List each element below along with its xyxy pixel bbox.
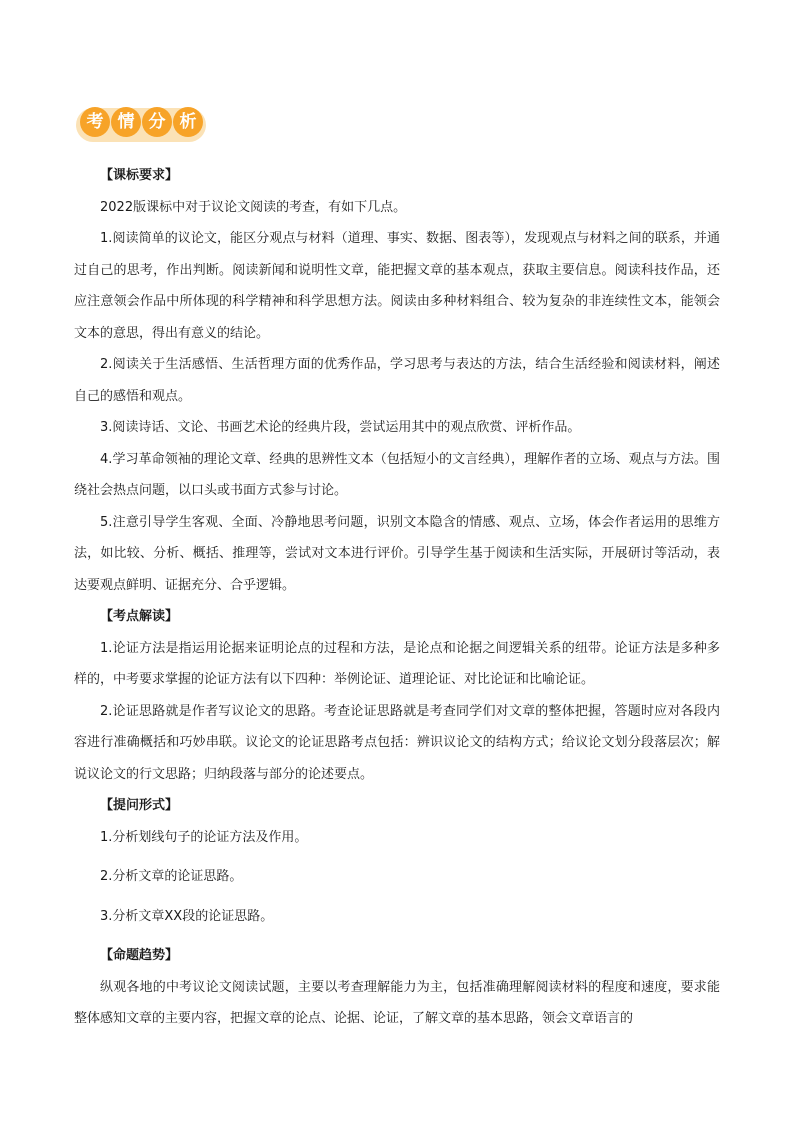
tiwen-item: 3.分析文章XX段的论证思路。: [100, 908, 274, 924]
tiwen-item: 1.分析划线句子的论证方法及作用。: [100, 829, 308, 845]
badge-char: 分: [142, 107, 172, 137]
document-body: [74, 160, 720, 1035]
heading-mingti: 【命题趋势】: [100, 948, 179, 963]
badge-circles: [80, 107, 203, 137]
badge-char: 析: [173, 107, 203, 137]
mingti-text: 纵观各地的中考议论文阅读试题，主要以考查理解能力为主，包括准确理解阅读材料的程度和速度，要求能整体感知文章的主要内容，把握文章的论点、论据、论证，了解文章的基本思路，领会文章语言的: [74, 979, 720, 1026]
kebiao-intro: 2022版课标中对于议论文阅读的考查，有如下几点。: [100, 199, 407, 215]
heading-kaodian: 【考点解读】: [100, 609, 179, 624]
kebiao-item: 5.注意引导学生客观、全面、冷静地思考问题，识别文本隐含的情感、观点、立场，体会作者运用的思维方法，如比较、分析、概括、推理等，尝试对文本进行评价。引导学生基于阅读和生活实际，开展研讨等活动，表达要观点鲜明、证据充分、合乎逻辑。: [74, 514, 720, 593]
section-badge: [76, 104, 206, 144]
heading-kebiao: 【课标要求】: [100, 168, 179, 183]
badge-char: 考: [80, 107, 110, 137]
tiwen-item: 2.分析文章的论证思路。: [100, 869, 243, 884]
kebiao-item: 2.阅读关于生活感悟、生活哲理方面的优秀作品，学习思考与表达的方法，结合生活经验和阅读材料，阐述自己的感悟和观点。: [74, 357, 720, 404]
badge-char: 情: [111, 107, 141, 137]
kebiao-item: 3.阅读诗话、文论、书画艺术论的经典片段，尝试运用其中的观点欣赏、评析作品。: [100, 420, 581, 435]
kaodian-item: 1.论证方法是指运用论据来证明论点的过程和方法，是论点和论据之间逻辑关系的纽带。论证方法是多种多样的，中考要求掌握的论证方法有以下四种：举例论证、道理论证、对比论证和比喻论证。: [74, 640, 720, 687]
heading-tiwen: 【提问形式】: [100, 798, 179, 813]
kebiao-item: 4.学习革命领袖的理论文章、经典的思辨性文本（包括短小的文言经典），理解作者的立场、观点与方法。围绕社会热点问题，以口头或书面方式参与讨论。: [74, 451, 720, 498]
kaodian-item: 2.论证思路就是作者写议论文的思路。考查论证思路就是考查同学们对文章的整体把握，答题时应对各段内容进行准确概括和巧妙串联。议论文的论证思路考点包括：辨识议论文的结构方式；给议论文划分段落层次；解说议论文的行文思路；归纳段落与部分的论述要点。: [74, 703, 720, 782]
kebiao-item: 1.阅读简单的议论文，能区分观点与材料（道理、事实、数据、图表等），发现观点与材料之间的联系，并通过自己的思考，作出判断。阅读新闻和说明性文章，能把握文章的基本观点，获取主要信息。阅读科技作品，还应注意领会作品中所体现的科学精神和科学思想方法。阅读由多种材料组合、较为复杂的非连续性文本，能领会文本的意思，得出有意义的结论。: [74, 231, 720, 341]
